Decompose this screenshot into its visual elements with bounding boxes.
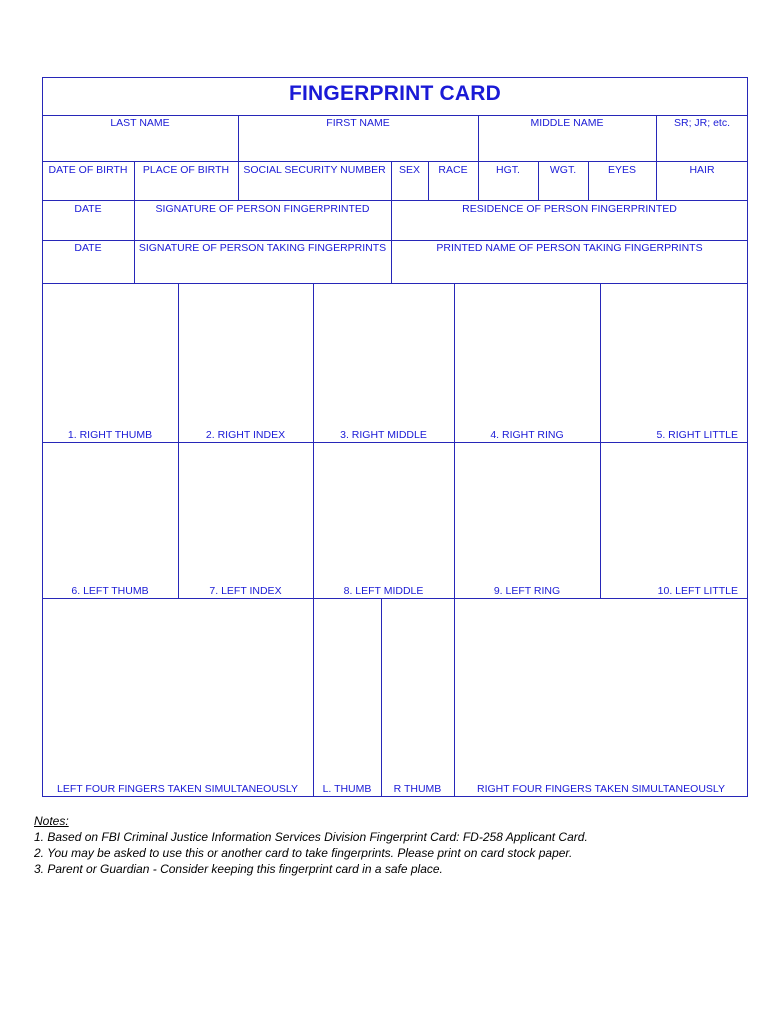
rule-row2-bottom xyxy=(42,200,748,201)
right-little-box[interactable]: 5. RIGHT LITTLE xyxy=(656,429,738,441)
r-thumb-box[interactable]: R THUMB xyxy=(393,783,442,795)
right-index-box[interactable]: 2. RIGHT INDEX xyxy=(205,429,286,441)
divider xyxy=(381,598,382,796)
divider xyxy=(313,283,314,796)
rule-row3-bottom xyxy=(42,240,748,241)
rule-row4-bottom xyxy=(42,283,748,284)
printed-name-taking-field[interactable]: PRINTED NAME OF PERSON TAKING FINGERPRINTS xyxy=(436,242,703,254)
rule-left-hand-bottom xyxy=(42,598,748,599)
left-four-fingers-box[interactable]: LEFT FOUR FINGERS TAKEN SIMULTANEOUSLY xyxy=(57,783,298,795)
first-name-field[interactable]: FIRST NAME xyxy=(326,117,390,129)
l-thumb-box[interactable]: L. THUMB xyxy=(322,783,372,795)
notes-section xyxy=(34,813,588,877)
sex-field[interactable]: SEX xyxy=(398,164,420,176)
note-item: 1. Based on FBI Criminal Justice Information Services Division Fingerprint Card: FD-258 Applicant Card. xyxy=(34,830,588,844)
date-fingerprinted-field[interactable]: DATE xyxy=(74,203,102,215)
left-little-box[interactable]: 10. LEFT LITTLE xyxy=(657,585,738,597)
last-name-field[interactable]: LAST NAME xyxy=(110,117,170,129)
right-middle-box[interactable]: 3. RIGHT MIDDLE xyxy=(340,429,427,441)
card-title: FINGERPRINT CARD xyxy=(288,82,502,105)
left-thumb-box[interactable]: 6. LEFT THUMB xyxy=(71,585,149,597)
divider xyxy=(454,283,455,796)
suffix-field[interactable]: SR; JR; etc. xyxy=(673,117,730,129)
ssn-field[interactable]: SOCIAL SECURITY NUMBER xyxy=(243,164,386,176)
middle-name-field[interactable]: MIDDLE NAME xyxy=(530,117,604,129)
hair-field[interactable]: HAIR xyxy=(689,164,715,176)
left-middle-box[interactable]: 8. LEFT MIDDLE xyxy=(343,585,424,597)
note-item: 2. You may be asked to use this or another card to take fingerprints. Please print on card stock paper. xyxy=(34,846,573,860)
residence-field[interactable]: RESIDENCE OF PERSON FINGERPRINTED xyxy=(462,203,677,215)
rule-right-hand-bottom xyxy=(42,442,748,443)
rule-title-bottom xyxy=(42,115,748,116)
right-ring-box[interactable]: 4. RIGHT RING xyxy=(490,429,564,441)
date-of-birth-field[interactable]: DATE OF BIRTH xyxy=(48,164,128,176)
left-index-box[interactable]: 7. LEFT INDEX xyxy=(209,585,282,597)
left-ring-box[interactable]: 9. LEFT RING xyxy=(493,585,561,597)
eyes-field[interactable]: EYES xyxy=(607,164,636,176)
notes-heading: Notes: xyxy=(34,814,69,828)
signature-taking-field[interactable]: SIGNATURE OF PERSON TAKING FINGERPRINTS xyxy=(138,242,387,254)
note-item: 3. Parent or Guardian - Consider keeping this fingerprint card in a safe place. xyxy=(34,862,443,876)
signature-fingerprinted-field[interactable]: SIGNATURE OF PERSON FINGERPRINTED xyxy=(155,203,370,215)
rule-row1-bottom xyxy=(42,161,748,162)
right-four-fingers-box[interactable]: RIGHT FOUR FINGERS TAKEN SIMULTANEOUSLY xyxy=(477,783,725,795)
right-thumb-box[interactable]: 1. RIGHT THUMB xyxy=(67,429,153,441)
race-field[interactable]: RACE xyxy=(438,164,468,176)
place-of-birth-field[interactable]: PLACE OF BIRTH xyxy=(142,164,230,176)
weight-field[interactable]: WGT. xyxy=(549,164,577,176)
height-field[interactable]: HGT. xyxy=(496,164,520,176)
date-taking-field[interactable]: DATE xyxy=(74,242,102,254)
